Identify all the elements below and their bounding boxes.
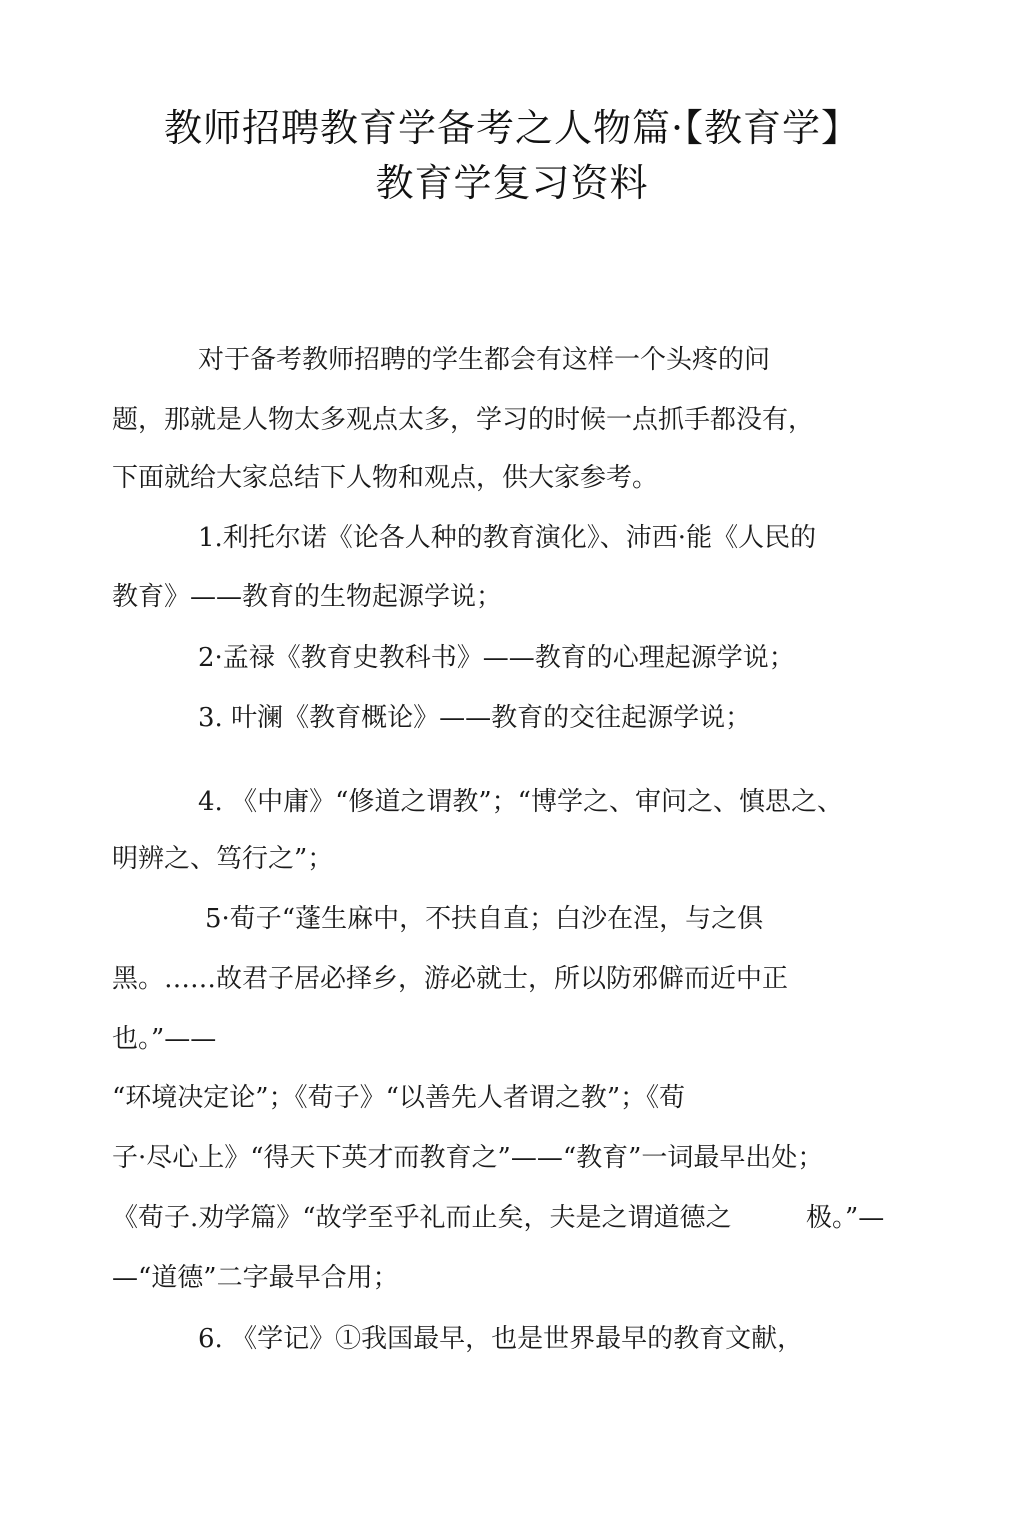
document-title-line-1: 教师招聘教育学备考之人物篇·【教育学】	[163, 106, 861, 150]
item-5-line-6-continued: 极。”—	[806, 1203, 885, 1233]
item-4-line-2: 明辨之、笃行之”；	[112, 844, 334, 874]
item-5-line-6: 《荀子.劝学篇》“故学至乎礼而止矣，夫是之谓道德之	[112, 1203, 732, 1233]
item-5-line-3: 也。”——	[112, 1024, 217, 1054]
item-1-line-1: 1.利托尔诺《论各人种的教育演化》、沛西·能《人民的	[198, 523, 817, 553]
item-2: 2·孟禄《教育史教科书》——教育的心理起源学说；	[198, 643, 795, 673]
item-3: 3. 叶澜《教育概论》——教育的交往起源学说；	[198, 703, 752, 733]
item-5-line-5: 子·尽心上》“得天下英才而教育之”——“教育”一词最早出处；	[112, 1143, 824, 1173]
document-title-line-2: 教育学复习资料	[375, 161, 649, 205]
item-5-line-2: 黑。……故君子居必择乡，游必就士，所以防邪僻而近中正	[112, 964, 789, 994]
item-5-line-1: 5·荀子“蓬生麻中，不扶自直；白沙在涅，与之俱	[205, 904, 764, 934]
item-4-line-1: 4. 《中庸》“修道之谓教”；“博学之、审问之、慎思之、	[198, 787, 843, 817]
item-5-line-4: “环境决定论”；《荀子》“以善先人者谓之教”；《荀	[112, 1083, 686, 1113]
item-1-line-2: 教育》——教育的生物起源学说；	[112, 582, 503, 612]
intro-line-3: 下面就给大家总结下人物和观点，供大家参考。	[112, 463, 659, 493]
intro-line-2: 题，那就是人物太多观点太多，学习的时候一点抓手都没有，	[112, 405, 815, 435]
intro-line-1: 对于备考教师招聘的学生都会有这样一个头疼的问	[198, 345, 771, 375]
item-6-line-1: 6. 《学记》①我国最早，也是世界最早的教育文献，	[198, 1324, 804, 1354]
item-5-line-7: —“道德”二字最早合用；	[112, 1263, 399, 1293]
